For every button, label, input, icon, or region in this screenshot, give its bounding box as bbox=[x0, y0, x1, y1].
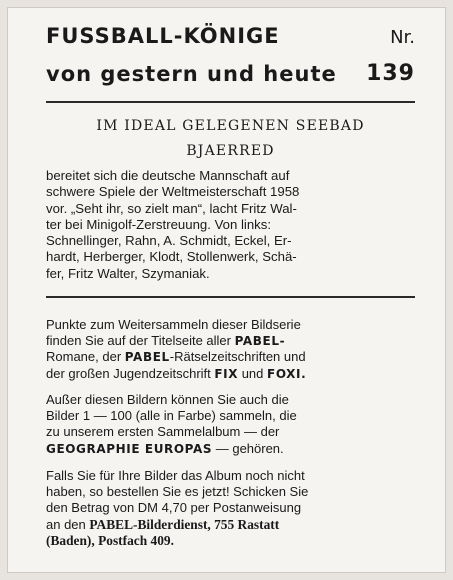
magazine-name-fix: FIX bbox=[214, 366, 239, 381]
paragraph-line bbox=[46, 517, 415, 533]
card-number-label: Nr. bbox=[390, 27, 415, 48]
paragraph-line: Punkte zum Weitersammeln dieser Bildserie bbox=[46, 317, 301, 332]
text-run: finden Sie auf der Titelseite aller bbox=[46, 333, 235, 349]
magazine-name-foxi: FOXI. bbox=[267, 366, 307, 381]
text-run: — gehören. bbox=[212, 440, 284, 456]
series-title-line1: FUSSBALL-KÖNIGE bbox=[46, 24, 280, 48]
caption-heading-line1: IM IDEAL GELEGENEN SEEBAD bbox=[96, 118, 365, 134]
order-paragraph bbox=[46, 468, 415, 549]
trading-card-back bbox=[7, 7, 446, 573]
publisher-name: PABEL bbox=[124, 350, 170, 365]
text-run: Romane, der bbox=[46, 349, 125, 365]
album-title: GEOGRAPHIE EUROPAS bbox=[46, 441, 213, 456]
album-paragraph bbox=[46, 392, 415, 457]
text-run: -Rätselzeitschriften und bbox=[169, 349, 306, 365]
caption-line: ter bei Minigolf-Zerstreuung. Von links: bbox=[46, 216, 272, 232]
caption-line: Schnellinger, Rahn, A. Schmidt, Eckel, Er- bbox=[46, 233, 292, 249]
caption-line: vor. „Seht ihr, so zielt man“, lacht Fritz Wal- bbox=[46, 200, 297, 216]
paragraph-line: Falls Sie für Ihre Bilder das Album noch nicht bbox=[46, 468, 305, 483]
series-title-line2: von gestern und heute bbox=[46, 62, 337, 86]
text-run: der großen Jugendzeitschrift bbox=[46, 365, 215, 381]
order-address: PABEL-Bilderdienst, 755 Rastatt bbox=[89, 516, 280, 532]
card-number-value: 139 bbox=[366, 61, 415, 86]
caption-line: fer, Fritz Walter, Szymaniak. bbox=[46, 265, 210, 281]
top-divider bbox=[46, 101, 415, 103]
text-run: an den bbox=[46, 516, 90, 532]
paragraph-line: den Betrag von DM 4,70 per Postanweisung bbox=[46, 500, 302, 516]
caption-line: hardt, Herberger, Klodt, Stollenwerk, Schä- bbox=[46, 249, 297, 265]
collect-points-paragraph bbox=[46, 317, 415, 382]
paragraph-line: haben, so bestellen Sie es jetzt! Schicken Sie bbox=[46, 484, 309, 500]
paragraph-line: Außer diesen Bildern können Sie auch die bbox=[46, 392, 289, 407]
order-address-line2: (Baden), Postfach 409. bbox=[46, 532, 174, 548]
caption-line: bereitet sich die deutsche Mannschaft auf bbox=[46, 168, 290, 183]
text-run: und bbox=[238, 365, 268, 381]
caption-text bbox=[46, 168, 415, 282]
paragraph-line bbox=[46, 349, 415, 365]
middle-divider bbox=[46, 296, 415, 298]
caption-heading-line2: BJAERRED bbox=[186, 143, 275, 159]
paragraph-line bbox=[46, 441, 415, 457]
paragraph-line: zu unserem ersten Sammelalbum — der bbox=[46, 424, 280, 440]
publisher-name: PABEL- bbox=[234, 334, 286, 349]
caption-line: schwere Spiele der Weltmeisterschaft 1958 bbox=[46, 184, 300, 200]
paragraph-line bbox=[46, 366, 415, 382]
paragraph-line bbox=[46, 333, 415, 349]
paragraph-line: Bilder 1 — 100 (alle in Farbe) sammeln, die bbox=[46, 408, 297, 424]
